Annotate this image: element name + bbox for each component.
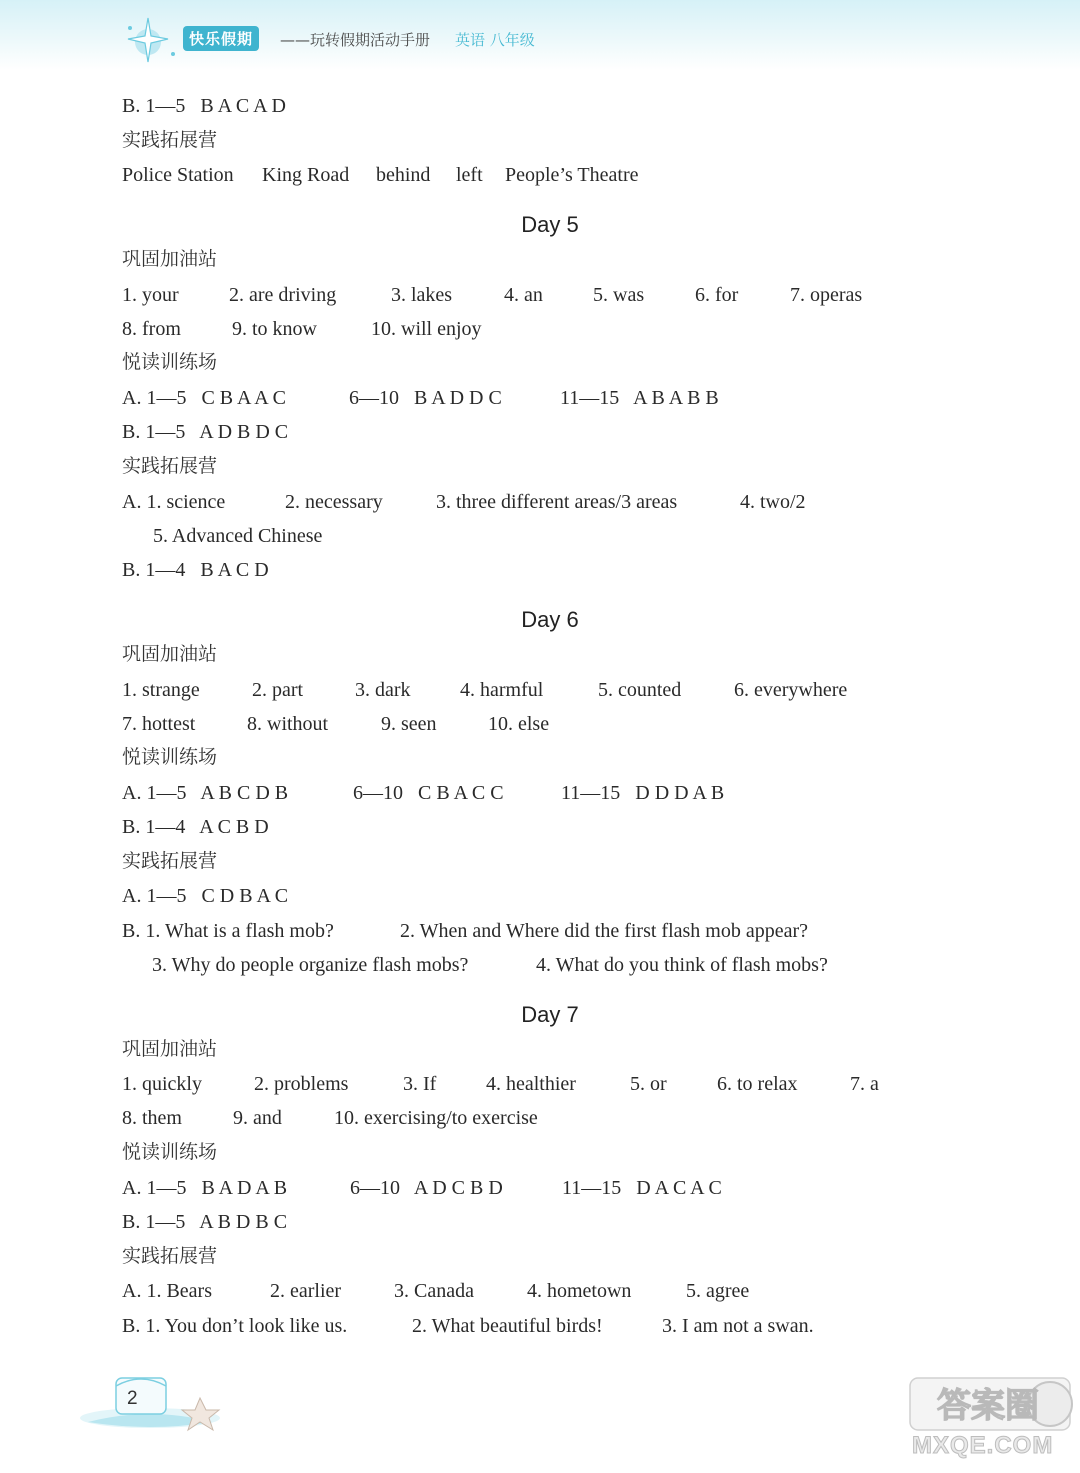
answer-item: 3. Why do people organize flash mobs?	[152, 954, 469, 976]
answer-item: 3. lakes	[391, 284, 453, 306]
answer-item: 8. from	[122, 318, 181, 340]
answer-item: 3. three different areas/3 areas	[436, 491, 678, 513]
answer-item: 2. necessary	[285, 491, 383, 513]
answer-item: 4. healthier	[486, 1073, 576, 1095]
answer-item: A. 1—5 B A D A B	[122, 1177, 288, 1199]
answer-item: A. 1. science	[122, 491, 226, 513]
answer-item: 8. them	[122, 1107, 182, 1129]
answer-item: 9. seen	[381, 713, 437, 735]
answer-item: 3. If	[403, 1073, 437, 1095]
answer-item: 7. hottest	[122, 713, 196, 735]
answer-item: Police Station	[122, 164, 234, 186]
answer-item: 1. strange	[122, 679, 200, 701]
day-title: Day 6	[521, 607, 579, 632]
header-subject: 英语 八年级	[455, 31, 535, 49]
watermark-logo-text: 答案圈	[937, 1386, 1039, 1426]
answer-item: 10. will enjoy	[371, 318, 482, 340]
answer-item: 4. an	[504, 284, 543, 306]
answer-item: 4. hometown	[527, 1280, 632, 1302]
answer-item: 6. everywhere	[734, 679, 848, 701]
section-label: 巩固加油站	[122, 1038, 218, 1060]
answer-item: behind	[376, 164, 431, 186]
answer-item: 3. I am not a swan.	[662, 1315, 814, 1337]
answer-item: B. 1. What is a flash mob?	[122, 920, 334, 942]
answer-item: 6—10 C B A C C	[353, 782, 504, 804]
answer-item: 3. dark	[355, 679, 411, 701]
answer-item: 11—15 D A C A C	[562, 1177, 722, 1199]
answer-item: 7. a	[850, 1073, 879, 1095]
header-subtitle: ——玩转假期活动手册	[280, 31, 431, 49]
section-label: 巩固加油站	[122, 643, 218, 665]
answer-line	[122, 161, 639, 189]
section-label: 巩固加油站	[122, 248, 218, 270]
answer-item: 9. to know	[232, 318, 317, 340]
day-title: Day 5	[521, 212, 579, 237]
answer-item: People’s Theatre	[505, 164, 639, 186]
answer-item: 3. Canada	[394, 1280, 474, 1302]
page-number: 2	[127, 1388, 138, 1409]
answer-item: 6—10 B A D D C	[349, 387, 502, 409]
answer-line	[122, 522, 323, 550]
answer-line: B. 1—4 A C B D	[122, 816, 269, 838]
answer-item: 5. agree	[686, 1280, 750, 1302]
answer-item: 1. quickly	[122, 1073, 202, 1095]
answer-item: 6. for	[695, 284, 739, 306]
answer-item: A. 1—5 C B A A C	[122, 387, 286, 409]
answer-item: 2. earlier	[270, 1280, 342, 1302]
sparkle-logo-icon	[118, 14, 188, 66]
answer-item: 2. problems	[254, 1073, 349, 1095]
answer-line	[122, 779, 725, 807]
answer-line: B. 1—5 A B D B C	[122, 1211, 288, 1233]
section-label: 悦读训练场	[122, 1141, 218, 1163]
answer-item: B. 1. You don’t look like us.	[122, 1315, 348, 1337]
answer-item: 5. counted	[598, 679, 682, 701]
answer-line: B. 1—4 B A C D	[122, 559, 269, 581]
answer-line	[122, 917, 809, 945]
answer-item: 6—10 A D C B D	[350, 1177, 503, 1199]
answer-line	[122, 951, 828, 979]
answer-line	[122, 676, 848, 704]
section-label: 实践拓展营	[122, 850, 218, 872]
page-header	[0, 0, 1080, 70]
answer-item: A. 1. Bears	[122, 1280, 212, 1302]
section-label: 实践拓展营	[122, 129, 218, 151]
answer-item: 4. two/2	[740, 491, 806, 513]
answer-item: 5. Advanced Chinese	[153, 525, 323, 547]
brand-logo: 快乐假期	[183, 26, 259, 51]
answer-line	[122, 710, 550, 738]
answer-item: left	[456, 164, 483, 186]
answer-item: 5. or	[630, 1073, 667, 1095]
answer-item: 2. What beautiful birds!	[412, 1315, 603, 1337]
answer-line	[122, 384, 719, 412]
answer-item: 4. What do you think of flash mobs?	[536, 954, 828, 976]
answer-item: King Road	[262, 164, 350, 186]
answer-item: 10. exercising/to exercise	[334, 1107, 538, 1129]
answer-item: 4. harmful	[460, 679, 544, 701]
answer-line	[122, 1104, 538, 1132]
day-title: Day 7	[521, 1002, 579, 1027]
section-label: 悦读训练场	[122, 746, 218, 768]
answer-item: 9. and	[233, 1107, 282, 1129]
answer-line: B. 1—5 A D B D C	[122, 421, 289, 443]
section-label: 实践拓展营	[122, 1245, 218, 1267]
answer-item: 2. part	[252, 679, 304, 701]
answer-line	[122, 1277, 750, 1305]
answer-line	[122, 1174, 722, 1202]
answer-item: 7. operas	[790, 284, 863, 306]
answer-line	[122, 1070, 879, 1098]
answer-item: A. 1—5 A B C D B	[122, 782, 289, 804]
answer-line	[122, 281, 863, 309]
answer-line	[122, 1312, 814, 1340]
answer-item: 1. your	[122, 284, 179, 306]
answer-line	[122, 315, 482, 343]
answer-item: 2. When and Where did the first flash mob appear?	[400, 920, 809, 942]
watermark-text: MXQE.COM	[912, 1432, 1054, 1459]
answer-line: A. 1—5 C D B A C	[122, 885, 289, 907]
answer-item: 8. without	[247, 713, 329, 735]
answer-item: 6. to relax	[717, 1073, 798, 1095]
answer-item: 10. else	[488, 713, 550, 735]
answer-line	[122, 488, 806, 516]
section-label: 实践拓展营	[122, 455, 218, 477]
answer-item: 11—15 A B A B B	[560, 387, 719, 409]
answer-item: 11—15 D D D A B	[561, 782, 725, 804]
answer-line: B. 1—5 B A C A D	[122, 95, 286, 117]
section-label: 悦读训练场	[122, 351, 218, 373]
answer-item: 2. are driving	[229, 284, 337, 306]
answer-item: 5. was	[593, 284, 645, 306]
